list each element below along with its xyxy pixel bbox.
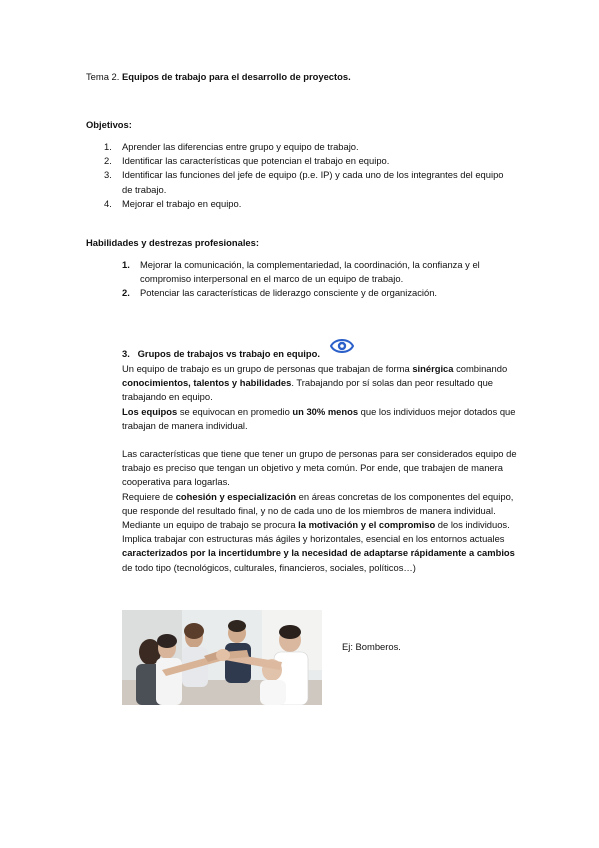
list-item [104,154,514,168]
text-run: Mediante un equipo de trabajo se procura [122,519,299,531]
text-run-bold: Los equipos [122,405,178,417]
text-run: de los individuos. Implica trabajar con estructuras más ágiles y horizontales, esencial en los entornos actuales [122,519,510,545]
section-3-heading: 3. Grupos de trabajos vs trabajo en equipo. [122,348,320,359]
text-run-bold: la motivación y el compromiso [298,519,436,531]
section-3-paragraph-1 [122,362,520,433]
list-item [104,197,514,211]
text-run: Requiere de [122,490,176,502]
text-run: de todo tipo (tecnológicos, culturales, financieros, sociales, políticos…) [122,561,416,573]
text-run: se equivocan en promedio [177,405,293,417]
list-number: 1. [122,259,130,270]
title-prefix: Tema 2. [86,71,120,82]
text-run-bold: caracterizados por la incertidumbre y la necesidad de adaptarse rápidamente a cambios [122,547,515,559]
list-item [104,140,514,154]
list-number: 4. [104,197,112,209]
title-text: Equipos de trabajo para el desarrollo de proyectos. [121,71,351,82]
objetivos-list [104,140,514,211]
list-number: 2. [104,155,112,167]
habilidades-heading: Habilidades y destrezas profesionales: [86,237,259,248]
text-run-bold: un 30% menos [292,405,359,417]
photo-caption: Ej: Bomberos. [342,641,401,652]
list-item [122,286,522,300]
page-title [86,70,351,84]
eye-icon [330,336,354,356]
list-text: Mejorar el trabajo en equipo. [122,197,242,209]
list-text: Identificar las características que potencian el trabajo en equipo. [122,155,390,167]
text-run: Las características que tiene que tener un grupo de personas para ser considerados equipo de trabajo es preciso que tengan un objetivo y meta común. Por ende, que trabajen de manera cooperativa para logarlas. [122,448,517,488]
section-3-paragraph-2 [122,447,520,575]
list-item [122,258,522,286]
list-text: Aprender las diferencias entre grupo y equipo de trabajo. [122,141,359,152]
list-item [104,168,514,196]
text-run: combinando [453,363,508,374]
text-run: en áreas concretas de los componentes del equipo, que responde del resultado final, y no de cada uno de los miembros de manera individual. [122,490,514,516]
habilidades-list [122,258,522,301]
text-run-bold: conocimientos, talentos y habilidades [122,377,292,389]
list-number: 3. [104,169,112,181]
list-text: Mejorar la comunicación, la complementariedad, la coordinación, la confianza y el compromiso interpersonal en el marco de un equipo de trabajo. [140,259,480,285]
text-run: que los individuos mejor dotados que trabajan de manera individual. [122,405,516,431]
list-text: Identificar las funciones del jefe de equipo (p.e. IP) y cada uno de los integrantes del equipo de trabajo. [122,169,504,195]
list-number: 2. [122,287,130,299]
text-run: . Trabajando por sí solas dan peor resultado que trabajando en equipo. [122,377,494,403]
list-text: Potenciar las características de liderazgo consciente y de organización. [140,287,438,299]
list-number: 1. [104,141,112,152]
text-run-bold: cohesión y especialización [175,490,297,502]
objetivos-heading: Objetivos: [86,119,132,130]
team-high-five-photo [122,610,322,705]
text-run: Un equipo de trabajo es un grupo de personas que trabajan de forma [122,363,413,374]
text-run-bold: sinérgica [412,363,454,374]
